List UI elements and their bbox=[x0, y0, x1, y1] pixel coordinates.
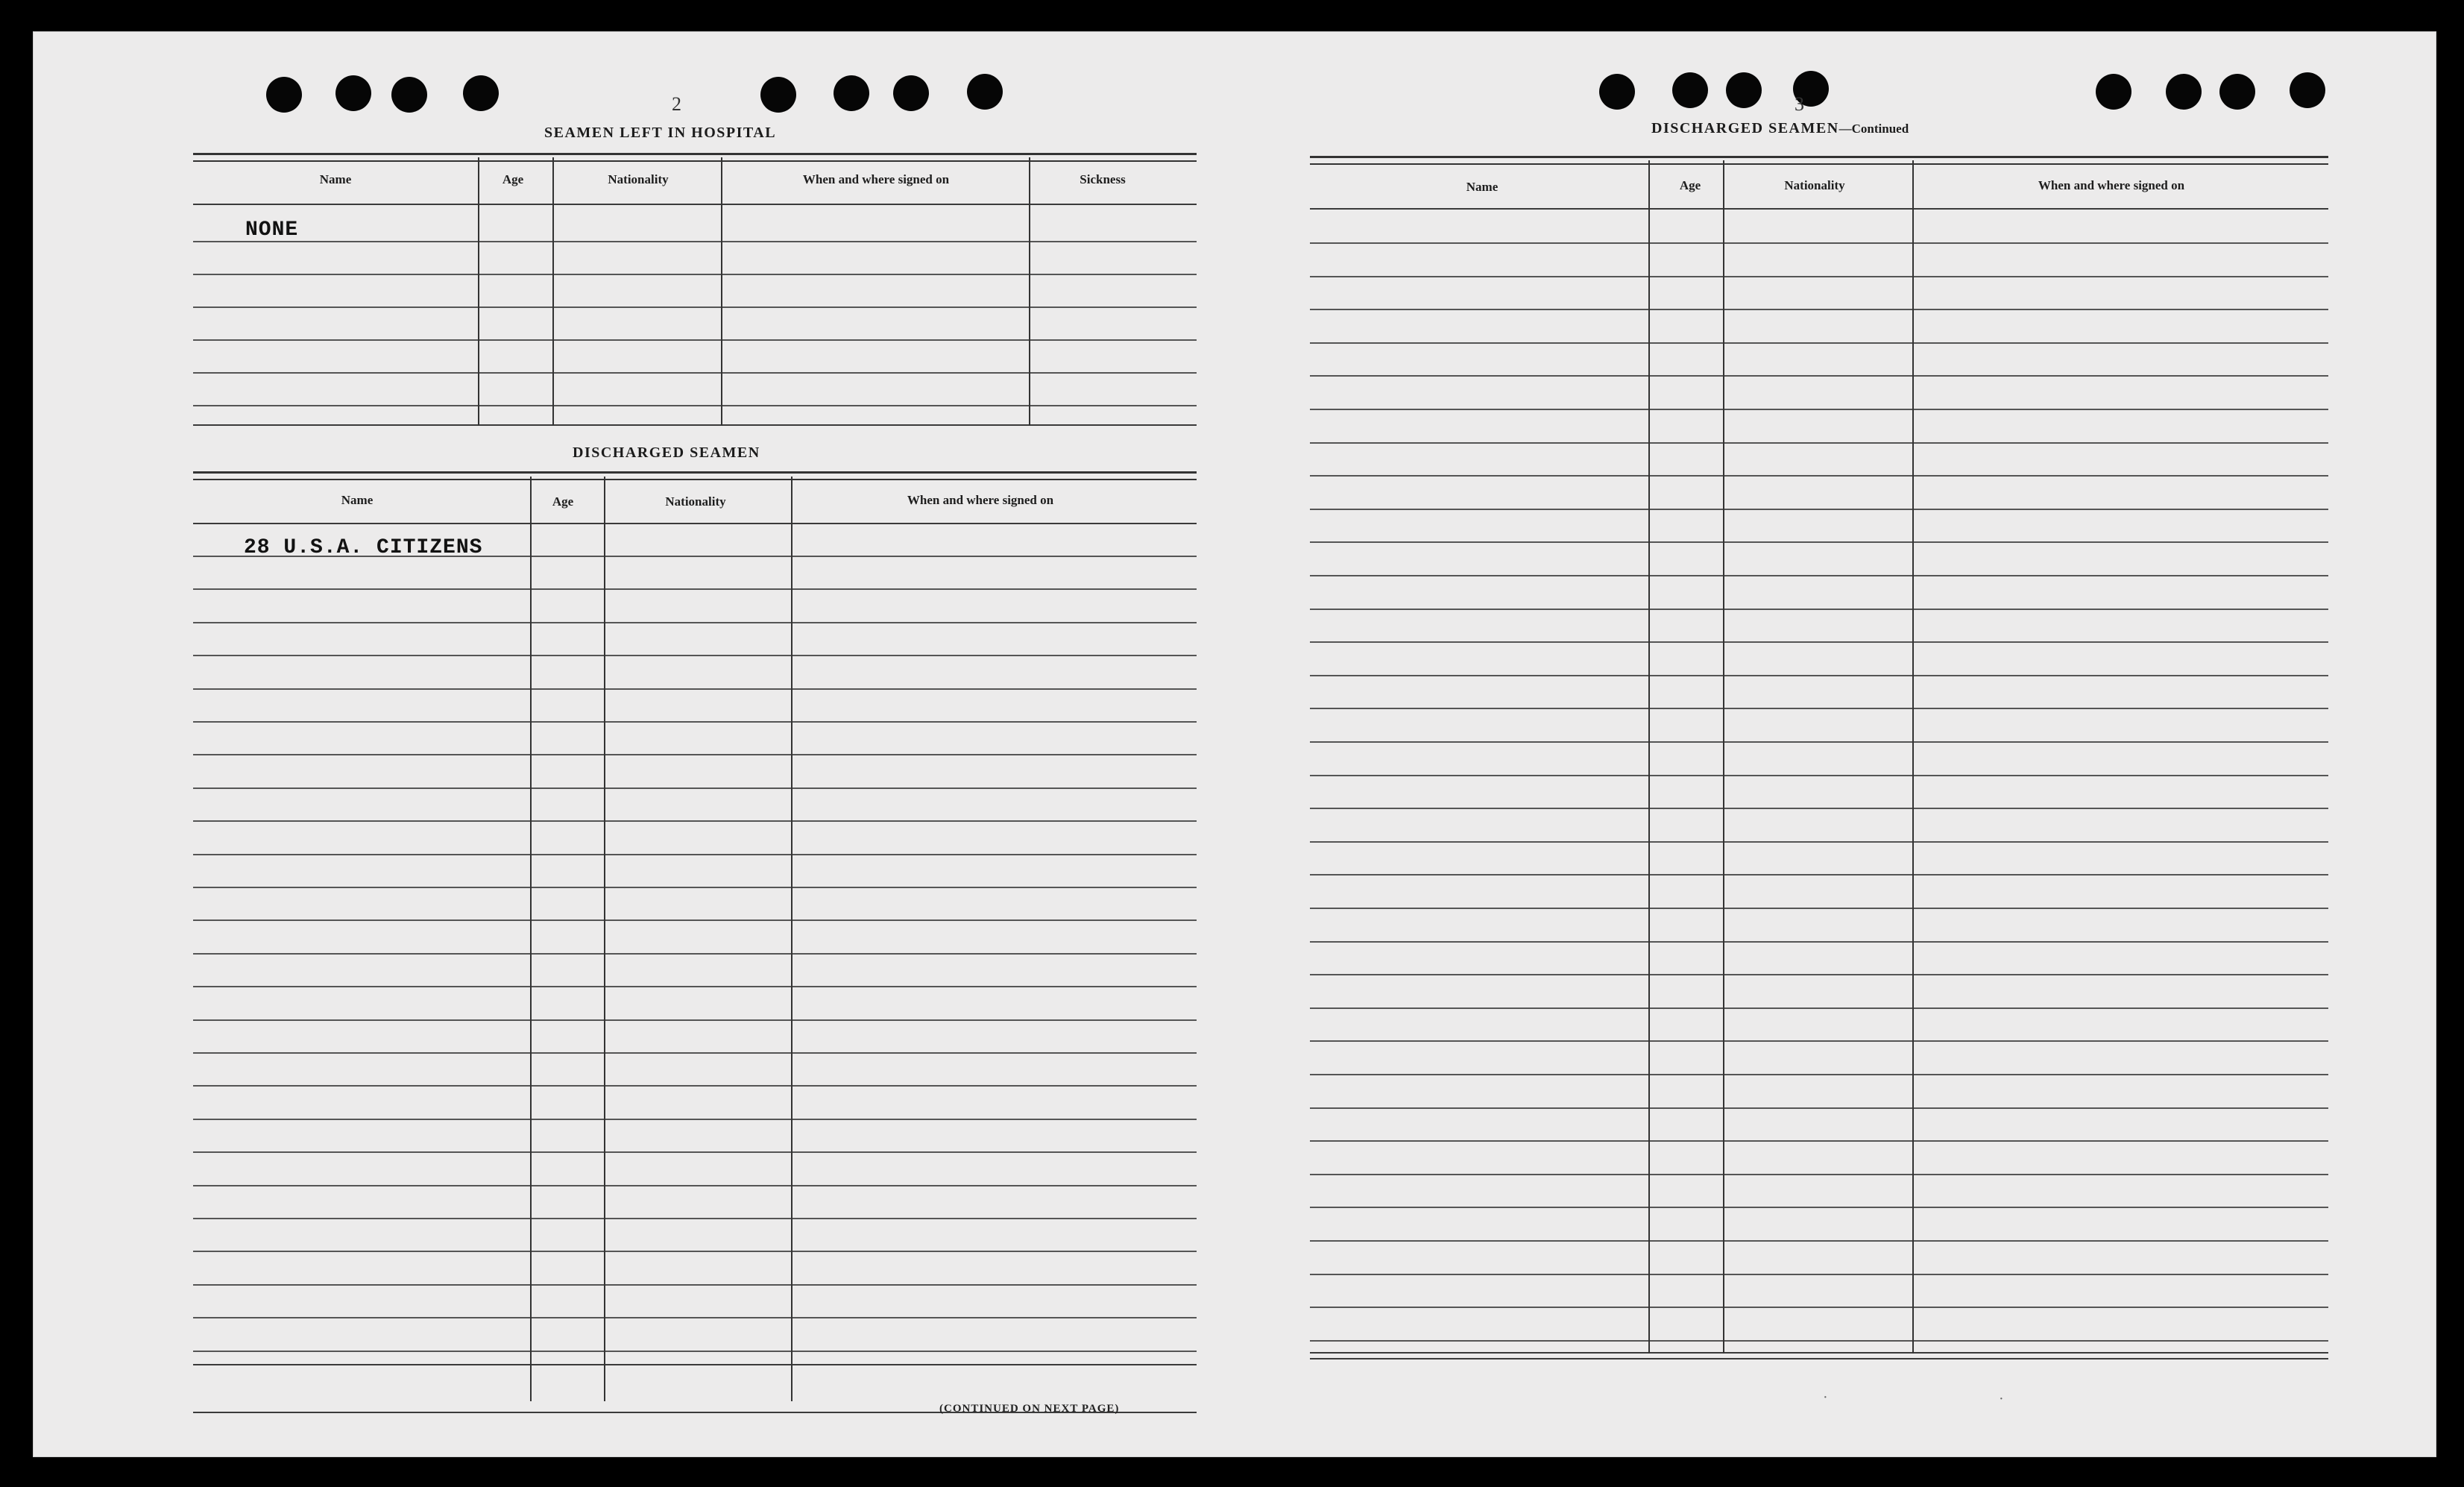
row-rule bbox=[193, 1019, 1197, 1021]
row-rule bbox=[1310, 1140, 2328, 1142]
row-rule bbox=[1310, 276, 2328, 277]
row-rule bbox=[1310, 1240, 2328, 1242]
row-rule bbox=[1310, 775, 2328, 776]
column-header-nationality: Nationality bbox=[1784, 178, 1845, 192]
paper-speck: · bbox=[1823, 1389, 1828, 1406]
row-rule bbox=[1310, 1007, 2328, 1009]
row-rule bbox=[1310, 475, 2328, 477]
row-rule bbox=[193, 622, 1197, 623]
row-rule bbox=[1310, 941, 2328, 943]
punch-hole bbox=[463, 75, 499, 111]
continued-footer: (CONTINUED ON NEXT PAGE) bbox=[939, 1403, 1120, 1415]
row-rule bbox=[193, 754, 1197, 755]
column-header-age: Age bbox=[552, 494, 574, 509]
row-rule bbox=[1310, 609, 2328, 610]
row-rule bbox=[1310, 1174, 2328, 1175]
document-sheet bbox=[33, 31, 2436, 1457]
column-divider bbox=[1029, 157, 1030, 426]
row-rule bbox=[1310, 1307, 2328, 1308]
column-divider bbox=[791, 477, 793, 1401]
row-rule bbox=[1310, 375, 2328, 377]
punch-hole bbox=[2290, 72, 2325, 108]
row-rule bbox=[193, 953, 1197, 955]
column-header-name: Name bbox=[341, 493, 374, 507]
row-rule bbox=[1310, 708, 2328, 709]
table-rule bbox=[193, 339, 1197, 341]
row-rule bbox=[1310, 575, 2328, 576]
row-rule bbox=[1310, 309, 2328, 310]
punch-hole bbox=[2219, 74, 2255, 110]
row-rule bbox=[193, 688, 1197, 690]
column-divider bbox=[1723, 160, 1724, 1354]
row-rule bbox=[1310, 1107, 2328, 1109]
row-rule bbox=[1310, 675, 2328, 676]
row-rule bbox=[1310, 541, 2328, 543]
column-header-name: Name bbox=[1466, 180, 1499, 194]
row-rule bbox=[193, 721, 1197, 723]
column-header-nationality: Nationality bbox=[665, 494, 726, 509]
hospital-typed-entry: NONE bbox=[245, 219, 299, 242]
column-divider bbox=[604, 477, 605, 1401]
hospital-section-title: SEAMEN LEFT IN HOSPITAL bbox=[544, 125, 777, 141]
punch-hole bbox=[1599, 74, 1635, 110]
row-rule bbox=[193, 986, 1197, 987]
punch-hole bbox=[834, 75, 869, 111]
row-rule bbox=[1310, 1074, 2328, 1075]
row-rule bbox=[1310, 741, 2328, 743]
row-rule bbox=[193, 1251, 1197, 1252]
table-top-rule bbox=[1310, 156, 2328, 165]
table-top-rule bbox=[193, 153, 1197, 162]
row-rule bbox=[193, 1284, 1197, 1286]
table-rule bbox=[193, 241, 1197, 242]
row-rule bbox=[193, 1085, 1197, 1087]
punch-hole bbox=[266, 77, 302, 113]
paper-speck: · bbox=[1999, 1391, 2004, 1407]
row-rule bbox=[193, 1119, 1197, 1120]
punch-hole bbox=[967, 74, 1003, 110]
table-rule bbox=[193, 523, 1197, 524]
column-header-age: Age bbox=[1679, 178, 1701, 192]
row-rule bbox=[193, 1185, 1197, 1186]
punch-hole bbox=[2166, 74, 2202, 110]
row-rule bbox=[193, 887, 1197, 888]
row-rule bbox=[193, 655, 1197, 656]
row-rule bbox=[1310, 841, 2328, 843]
table-rule bbox=[1310, 208, 2328, 210]
row-rule bbox=[193, 1052, 1197, 1054]
column-header-sickness: Sickness bbox=[1080, 172, 1126, 186]
table-bottom-rule bbox=[1310, 1352, 2328, 1354]
column-divider bbox=[1648, 160, 1650, 1354]
table-top-rule bbox=[193, 471, 1197, 480]
row-rule bbox=[193, 820, 1197, 822]
column-divider bbox=[478, 157, 479, 426]
table-rule bbox=[193, 274, 1197, 275]
row-rule bbox=[1310, 1207, 2328, 1208]
column-header-signed-on: When and where signed on bbox=[802, 172, 950, 186]
discharged-section-title: DISCHARGED SEAMEN bbox=[573, 444, 760, 461]
right-title-continued: —Continued bbox=[1838, 122, 1909, 136]
column-header-age: Age bbox=[502, 172, 524, 186]
column-header-nationality: Nationality bbox=[608, 172, 669, 186]
column-header-signed-on: When and where signed on bbox=[907, 493, 1054, 507]
row-rule bbox=[193, 787, 1197, 789]
table-rule bbox=[193, 405, 1197, 406]
row-rule bbox=[1310, 974, 2328, 975]
row-rule bbox=[193, 1317, 1197, 1318]
row-rule bbox=[193, 919, 1197, 921]
column-header-signed-on: When and where signed on bbox=[2038, 178, 2185, 192]
table-rule bbox=[193, 306, 1197, 308]
row-rule bbox=[1310, 342, 2328, 344]
table-rule bbox=[193, 372, 1197, 374]
table-rule bbox=[193, 204, 1197, 205]
punch-hole bbox=[1672, 72, 1708, 108]
punch-hole bbox=[893, 75, 929, 111]
row-rule bbox=[1310, 442, 2328, 444]
row-rule bbox=[1310, 1040, 2328, 1042]
row-rule bbox=[1310, 1274, 2328, 1275]
page-number-left: 2 bbox=[672, 93, 681, 115]
column-divider bbox=[1912, 160, 1914, 1354]
table-bottom-rule bbox=[1310, 1358, 2328, 1359]
table-bottom-rule bbox=[193, 424, 1197, 426]
punch-hole bbox=[391, 77, 427, 113]
row-rule bbox=[1310, 509, 2328, 510]
row-rule bbox=[1310, 242, 2328, 244]
punch-hole bbox=[2096, 74, 2131, 110]
row-rule bbox=[1310, 409, 2328, 410]
discharged-typed-entry: 28 U.S.A. CITIZENS bbox=[244, 536, 483, 559]
row-rule bbox=[1310, 1340, 2328, 1342]
column-divider bbox=[552, 157, 554, 426]
table-bottom-rule bbox=[193, 1364, 1197, 1365]
punch-hole bbox=[1726, 72, 1762, 108]
row-rule bbox=[1310, 808, 2328, 809]
row-rule bbox=[1310, 908, 2328, 909]
row-rule bbox=[193, 588, 1197, 590]
column-header-name: Name bbox=[319, 172, 352, 186]
punch-hole bbox=[335, 75, 371, 111]
row-rule bbox=[193, 854, 1197, 855]
punch-hole bbox=[760, 77, 796, 113]
page-number-right: 3 bbox=[1795, 93, 1804, 115]
right-section-title bbox=[1651, 120, 1909, 137]
row-rule bbox=[193, 1151, 1197, 1153]
row-rule bbox=[193, 1218, 1197, 1219]
column-divider bbox=[530, 477, 532, 1401]
right-title-main: DISCHARGED SEAMEN bbox=[1651, 120, 1839, 136]
row-rule bbox=[1310, 641, 2328, 643]
row-rule bbox=[193, 1351, 1197, 1352]
row-rule bbox=[1310, 874, 2328, 875]
column-divider bbox=[721, 157, 722, 426]
